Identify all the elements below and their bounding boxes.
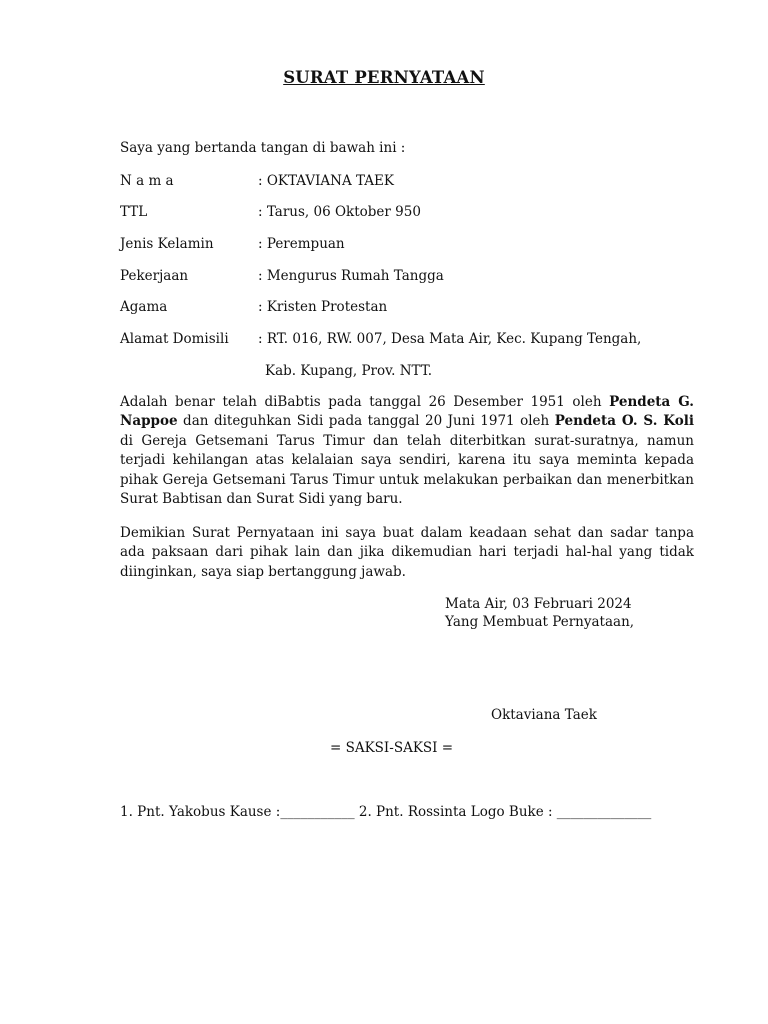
witnesses-line: 1. Pnt. Yakobus Kause :___________ 2. Pnt. Rossinta Logo Buke : ______________ [120,804,652,820]
field-label-nama: N a m a [120,173,174,189]
field-label-jenis-kelamin: Jenis Kelamin [120,236,214,252]
document-title: SURAT PERNYATAAN [283,68,485,87]
field-label-ttl: TTL [120,204,148,220]
pastor-name-2: Pendeta O. S. Koli [554,413,695,430]
witnesses-heading: = SAKSI-SAKSI = [330,740,454,756]
field-label-pekerjaan: Pekerjaan [120,268,189,284]
field-value-jenis-kelamin: : Perempuan [258,236,345,252]
field-value-alamat: : RT. 016, RW. 007, Desa Mata Air, Kec. Kupang Tengah, [258,331,642,347]
statement-paragraph [120,393,694,509]
signer-role: Yang Membuat Pernyataan, [445,614,635,630]
field-value-agama: : Kristen Protestan [258,299,388,315]
field-label-alamat: Alamat Domisili [120,331,229,347]
field-value-pekerjaan: : Mengurus Rumah Tangga [258,268,444,284]
field-value-nama: : OKTAVIANA TAEK [258,173,394,189]
closing-paragraph: Demikian Surat Pernyataan ini saya buat dalam keadaan sehat dan sadar tanpa ada paksaan dari pihak lain dan jika dikemudian hari terjadi hal-hal yang tidak diinginkan, saya siap bertanggung jawab. [120,525,694,580]
paragraph1-part3: di Gereja Getsemani Tarus Timur dan telah diterbitkan surat-suratnya, namun terjadi kehilangan atas kelalaian saya sendiri, karena itu saya meminta kepada pihak Gereja Getsemani Tarus Timur untuk melakukan perbaikan dan menerbitkan Surat Babtisan dan Surat Sidi yang baru. [120,432,694,508]
field-value-ttl: : Tarus, 06 Oktober 950 [258,204,421,220]
address-line-2: Kab. Kupang, Prov. NTT. [265,363,433,379]
field-label-agama: Agama [120,299,168,315]
place-date: Mata Air, 03 Februari 2024 [445,596,632,612]
signer-name: Oktaviana Taek [491,707,597,723]
paragraph1-part2: dan diteguhkan Sidi pada tanggal 20 Juni 1971 oleh [177,413,555,430]
paragraph1-part1: Adalah benar telah diBabtis pada tanggal 26 Desember 1951 oleh [120,394,610,410]
pastor-name-1: Pendeta G. Nappoe [120,394,694,430]
intro-text: Saya yang bertanda tangan di bawah ini : [120,140,406,156]
